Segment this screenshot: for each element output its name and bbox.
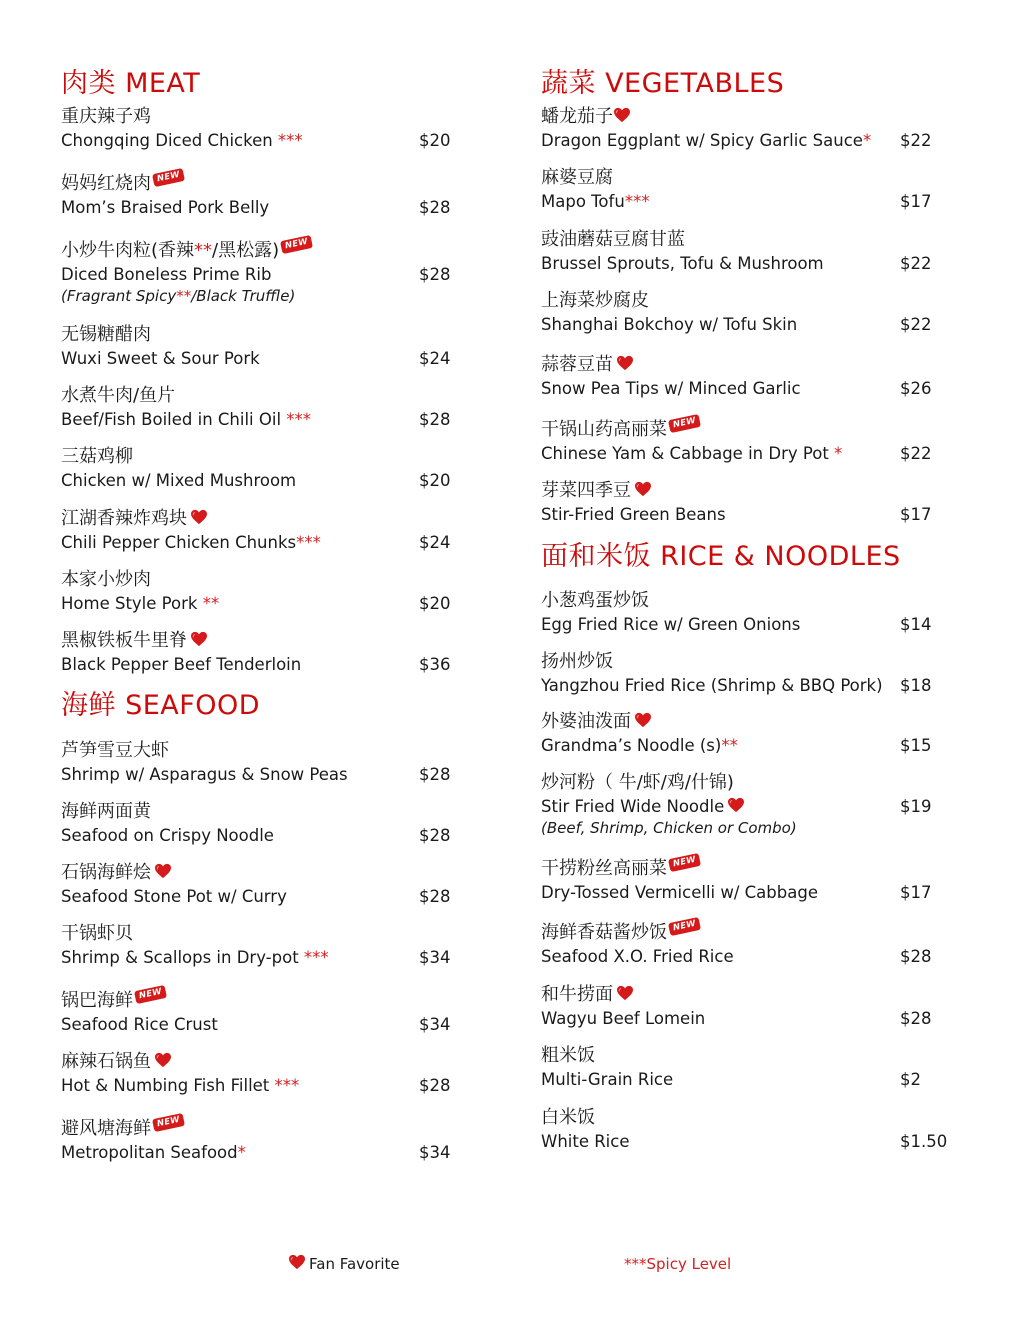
item-name-en: Seafood Rice Crust	[61, 1015, 218, 1034]
item-price: $22	[900, 444, 932, 463]
spicy-level: ***	[281, 410, 312, 429]
spicy-level: **	[194, 240, 213, 261]
item-name-en: Wuxi Sweet & Sour Pork	[61, 349, 260, 368]
item-name-en: Home Style Pork	[61, 594, 198, 613]
item-price: $15	[900, 736, 932, 755]
item-price: $28	[900, 947, 932, 966]
item-name-en: Snow Pea Tips w/ Minced Garlic	[541, 379, 801, 398]
fan-favorite-heart-icon	[634, 712, 652, 728]
item-note: (Beef, Shrimp, Chicken or Combo)	[541, 819, 797, 837]
item-name-zh: 本家小炒肉	[61, 569, 151, 590]
item-name-zh: 江湖香辣炸鸡块	[61, 508, 187, 529]
item-price: $17	[900, 505, 932, 524]
section-heading-seafood: 海鲜 SEAFOOD	[61, 690, 261, 721]
item-name-zh: 外婆油泼面	[541, 711, 631, 732]
fan-favorite-heart-icon	[154, 1052, 172, 1068]
new-badge: NEW	[668, 853, 701, 872]
menu-item	[61, 986, 461, 1036]
item-price: $18	[900, 676, 932, 695]
section-heading-rice-noodles: 面和米饭 RICE & NOODLES	[541, 541, 901, 572]
menu-item	[541, 289, 961, 336]
item-name-zh: 豉油蘑菇豆腐甘蓝	[541, 229, 685, 250]
menu-item	[541, 479, 961, 526]
menu-item	[61, 1050, 461, 1097]
item-name-zh: 干锅山药高丽菜	[541, 419, 667, 440]
item-name-zh: 粗米饭	[541, 1045, 595, 1066]
menu-item	[61, 568, 461, 615]
item-price: $26	[900, 379, 932, 398]
new-badge: NEW	[134, 985, 167, 1004]
menu-item	[541, 166, 961, 213]
item-name-zh: 上海菜炒腐皮	[541, 290, 649, 311]
fan-favorite-heart-icon	[154, 863, 172, 879]
item-name-zh: 海鲜两面黄	[61, 801, 151, 822]
spicy-level: *	[862, 131, 872, 150]
spicy-level: **	[197, 594, 220, 613]
item-price: $19	[900, 797, 932, 816]
item-price: $20	[419, 131, 451, 150]
menu-item	[61, 445, 461, 492]
item-price: $24	[419, 533, 451, 552]
item-name-en: Dry-Tossed Vermicelli w/ Cabbage	[541, 883, 818, 902]
item-price: $36	[419, 655, 451, 674]
item-name-zh: 避风塘海鲜	[61, 1118, 151, 1139]
item-name-en: Egg Fried Rice w/ Green Onions	[541, 615, 801, 634]
item-name-zh-cont: /黑松露)	[212, 240, 280, 261]
fan-favorite-heart-icon	[613, 107, 631, 123]
spicy-level: *	[237, 1143, 246, 1162]
item-price: $22	[900, 254, 932, 273]
item-name-zh: 石锅海鲜烩	[61, 862, 151, 883]
item-price: $28	[419, 887, 451, 906]
item-name-zh: 干捞粉丝高丽菜	[541, 858, 667, 879]
fan-favorite-heart-icon	[616, 355, 634, 371]
fan-favorite-heart-icon	[190, 631, 208, 647]
item-name-en: Seafood X.O. Fried Rice	[541, 947, 734, 966]
menu-item	[541, 854, 961, 904]
menu-item	[541, 983, 961, 1030]
item-name-zh: 炒河粉（ 牛/虾/鸡/什锦)	[541, 772, 734, 793]
item-price: $28	[419, 410, 451, 429]
item-price: $2	[900, 1070, 921, 1089]
menu-item	[61, 384, 461, 431]
menu-item	[541, 105, 961, 152]
menu-item	[61, 739, 461, 786]
fan-favorite-heart-icon	[190, 509, 208, 525]
item-name-en: Shrimp w/ Asparagus & Snow Peas	[61, 765, 348, 784]
item-price: $17	[900, 883, 932, 902]
spicy-level: ***	[269, 1076, 300, 1095]
spicy-level: **	[721, 736, 738, 755]
item-name-en: Shanghai Bokchoy w/ Tofu Skin	[541, 315, 798, 334]
item-name-zh: 重庆辣子鸡	[61, 106, 151, 127]
menu-item	[61, 800, 461, 847]
item-name-zh: 小葱鸡蛋炒饭	[541, 590, 649, 611]
item-name-en: Beef/Fish Boiled in Chili Oil	[61, 410, 282, 429]
item-name-en: Chinese Yam & Cabbage in Dry Pot	[541, 444, 829, 463]
menu-item	[61, 323, 461, 370]
menu-item	[61, 629, 461, 676]
item-name-zh: 妈妈红烧肉	[61, 173, 151, 194]
item-price: $22	[900, 315, 932, 334]
item-name-en: Seafood Stone Pot w/ Curry	[61, 887, 287, 906]
item-name-zh: 海鲜香菇酱炒饭	[541, 922, 667, 943]
legend-spicy-level: ***Spicy Level	[624, 1255, 732, 1273]
legend-fan-favorite-label: Fan Favorite	[309, 1255, 400, 1273]
new-badge: NEW	[152, 1113, 185, 1132]
item-price: $28	[419, 198, 451, 217]
item-name-en: Yangzhou Fried Rice (Shrimp & BBQ Pork)	[541, 676, 883, 695]
new-badge: NEW	[668, 917, 701, 936]
new-badge: NEW	[152, 168, 185, 187]
spicy-level: **	[176, 287, 192, 305]
item-note: (Fragrant Spicy	[61, 287, 177, 305]
item-name-en: Mapo Tofu	[541, 192, 625, 211]
item-price: $24	[419, 349, 451, 368]
fan-favorite-heart-icon	[616, 985, 634, 1001]
fan-favorite-heart-icon	[634, 481, 652, 497]
item-name-zh: 蒜蓉豆苗	[541, 354, 613, 375]
item-price: $20	[419, 471, 451, 490]
item-price: $34	[419, 948, 451, 967]
item-price: $14	[900, 615, 932, 634]
item-name-zh: 芽菜四季豆	[541, 480, 631, 501]
item-price: $28	[419, 765, 451, 784]
spicy-level: ***	[298, 948, 329, 967]
menu-item	[61, 1114, 461, 1164]
item-name-zh: 白米饭	[541, 1107, 595, 1128]
item-price: $34	[419, 1015, 451, 1034]
item-name-en: Stir Fried Wide Noodle	[541, 797, 725, 816]
item-price: $28	[419, 826, 451, 845]
item-name-en: White Rice	[541, 1132, 630, 1151]
item-name-zh: 扬州炒饭	[541, 651, 613, 672]
item-name-en: Stir-Fried Green Beans	[541, 505, 726, 524]
menu-item	[61, 236, 461, 306]
item-name-zh: 黑椒铁板牛里脊	[61, 630, 187, 651]
item-name-zh: 小炒牛肉粒(香辣	[61, 240, 195, 261]
item-name-zh: 无锡糖醋肉	[61, 324, 151, 345]
menu-item	[541, 589, 961, 636]
spicy-level: ***	[272, 131, 303, 150]
item-name-en: Brussel Sprouts, Tofu & Mushroom	[541, 254, 824, 273]
new-badge: NEW	[280, 235, 313, 254]
spicy-level: ***	[624, 192, 650, 211]
menu-item	[61, 169, 461, 219]
item-name-zh: 麻婆豆腐	[541, 167, 613, 188]
item-name-zh: 芦笋雪豆大虾	[61, 740, 169, 761]
menu-item	[541, 710, 961, 757]
item-name-zh: 蟠龙茄子	[541, 106, 613, 127]
menu-item	[541, 918, 961, 968]
legend-fan-favorite	[288, 1254, 400, 1274]
menu-item	[541, 1044, 961, 1091]
menu-item	[541, 1106, 961, 1153]
new-badge: NEW	[668, 414, 701, 433]
item-name-en: Dragon Eggplant w/ Spicy Garlic Sauce	[541, 131, 863, 150]
item-name-zh: 三菇鸡柳	[61, 446, 133, 467]
item-name-zh: 麻辣石锅鱼	[61, 1051, 151, 1072]
menu-item	[541, 771, 961, 838]
item-price: $1.50	[900, 1132, 948, 1151]
item-name-en: Mom’s Braised Pork Belly	[61, 198, 270, 217]
item-name-en: Chongqing Diced Chicken	[61, 131, 273, 150]
menu-item	[541, 650, 961, 697]
item-name-zh: 干锅虾贝	[61, 923, 133, 944]
menu-item	[541, 228, 961, 275]
item-price: $28	[419, 265, 451, 284]
section-heading-meat: 肉类 MEAT	[61, 68, 201, 99]
item-price: $22	[900, 131, 932, 150]
item-name-en: Black Pepper Beef Tenderloin	[61, 655, 302, 674]
menu-item	[61, 922, 461, 969]
fan-favorite-heart-icon	[727, 797, 745, 813]
fan-favorite-heart-icon	[288, 1254, 306, 1270]
item-price: $20	[419, 594, 451, 613]
item-name-en: Diced Boneless Prime Rib	[61, 265, 272, 284]
item-name-zh: 和牛捞面	[541, 984, 613, 1005]
menu-item	[61, 507, 461, 554]
item-name-en: Wagyu Beef Lomein	[541, 1009, 706, 1028]
menu-item	[61, 861, 461, 908]
section-heading-vegetables: 蔬菜 VEGETABLES	[541, 68, 785, 99]
spicy-level: *	[828, 444, 843, 463]
menu-item	[61, 105, 461, 152]
menu-item	[541, 353, 961, 400]
item-name-en: Hot & Numbing Fish Fillet	[61, 1076, 270, 1095]
item-name-en: Multi-Grain Rice	[541, 1070, 674, 1089]
item-name-en: Shrimp & Scallops in Dry-pot	[61, 948, 299, 967]
item-name-en: Seafood on Crispy Noodle	[61, 826, 274, 845]
spicy-level: ***	[296, 533, 321, 552]
item-name-zh: 锅巴海鲜	[61, 990, 133, 1011]
item-name-en: Chili Pepper Chicken Chunks	[61, 533, 297, 552]
item-price: $34	[419, 1143, 451, 1162]
item-name-en: Chicken w/ Mixed Mushroom	[61, 471, 297, 490]
item-note-cont: /Black Truffle)	[191, 287, 296, 305]
item-price: $28	[419, 1076, 451, 1095]
item-name-zh: 水煮牛肉/鱼片	[61, 385, 176, 406]
item-name-en: Metropolitan Seafood	[61, 1143, 238, 1162]
item-price: $17	[900, 192, 932, 211]
item-price: $28	[900, 1009, 932, 1028]
menu-item	[541, 415, 961, 465]
item-name-en: Grandma’s Noodle (s)	[541, 736, 722, 755]
